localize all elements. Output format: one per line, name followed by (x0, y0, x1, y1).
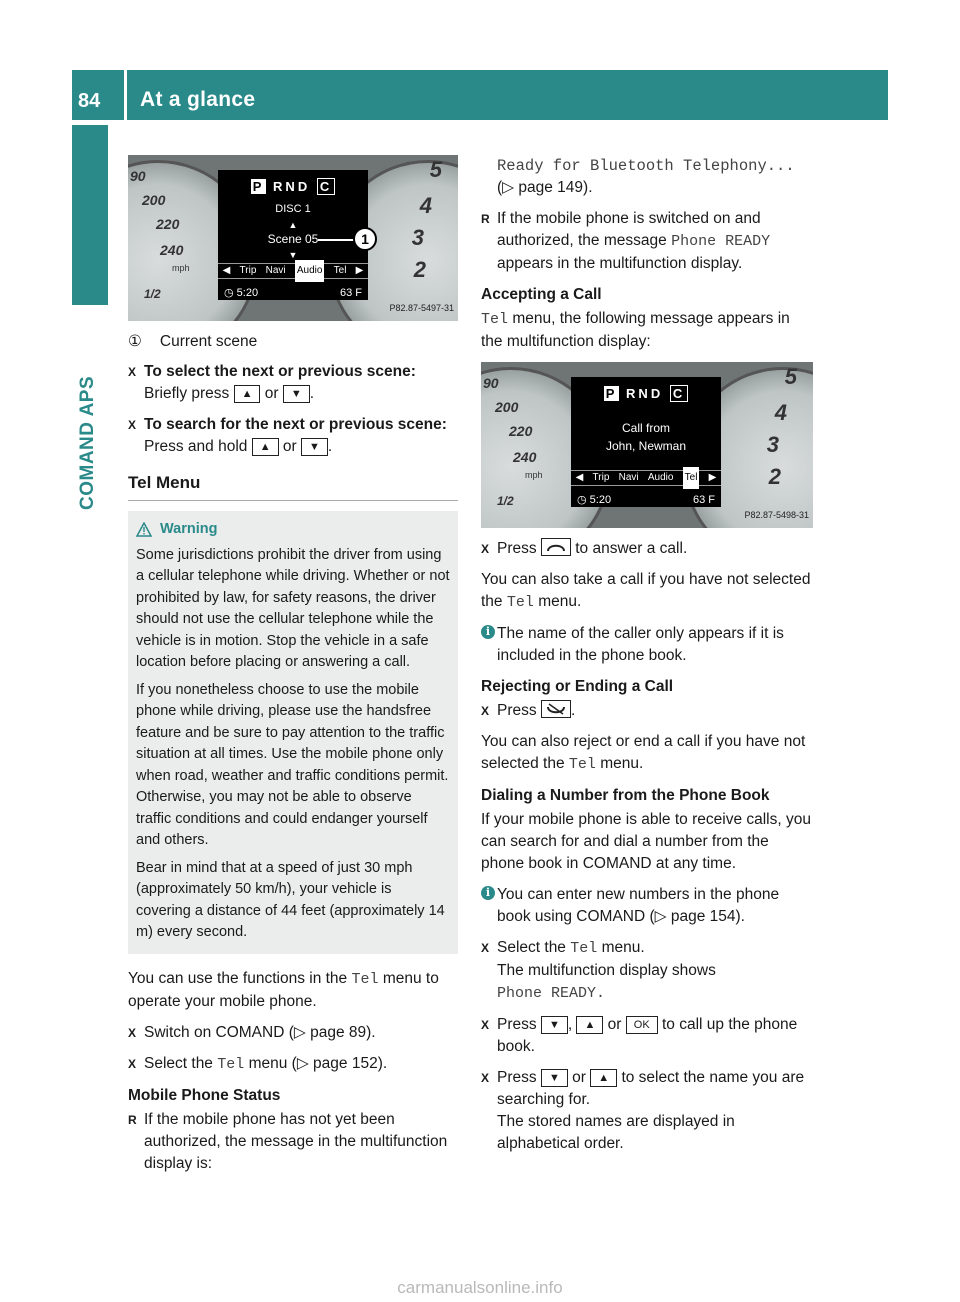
gear-indicator: P RND C (218, 176, 368, 198)
warning-paragraph: Bear in mind that at a speed of just 30 mph (approximately 50 km/h), your vehicle is covering a distance of 44 feet (approximately 14 m) every second. (136, 859, 445, 940)
gauge-label: 200 (495, 399, 519, 415)
gauge-label: 4 (774, 400, 787, 425)
display-status (577, 489, 715, 511)
display-line-2: Scene 05 (267, 232, 319, 246)
gauge-label: 5 (429, 157, 442, 182)
page-number: 84 (78, 90, 101, 112)
menu-tel: Tel (333, 265, 347, 276)
page-title: At a glance (140, 88, 256, 111)
callout-1-icon: ① (128, 333, 142, 350)
arrow-right-icon: ▶ (708, 472, 717, 483)
step-select-tel-menu: X Select the Tel menu. The multifunction display shows Phone READY. (481, 937, 813, 1005)
clock-icon: ◷ (577, 494, 587, 506)
also-reject-paragraph: You can also reject or end a call if you have not selected the Tel menu. (481, 733, 806, 773)
subheading-phone-status: Mobile Phone Status (128, 1086, 281, 1104)
info-icon: i (481, 625, 495, 639)
dial-paragraph: If your mobile phone is able to receive calls, you can search for and dial a number from the phone book in COMAND at any time. (481, 811, 811, 872)
step-switch-on: X Switch on COMAND (▷ page 89). (128, 1022, 458, 1044)
legend-label: Current scene (159, 333, 258, 350)
subheading-dialing: Dialing a Number from the Phone Book (481, 787, 770, 804)
gauge-label: 240 (160, 242, 184, 258)
display-line-1: DISC 1 (275, 203, 311, 215)
menu-audio: Audio (647, 472, 674, 483)
ready-message: Ready for Bluetooth Telephony... (▷ page 149). (497, 157, 795, 196)
bullet-not-authorized: R If the mobile phone has not yet been authorized, the message in the multifunction display is: (128, 1109, 458, 1175)
also-take-paragraph: You can also take a call if you have not selected the Tel menu. (481, 571, 811, 611)
clock-icon: ◷ (224, 287, 234, 299)
display-menu-bar (218, 263, 368, 279)
menu-navi: Navi (265, 265, 286, 276)
phone-answer-icon (541, 538, 571, 556)
header-separator (124, 70, 127, 120)
menu-navi: Navi (618, 472, 639, 483)
section-title-tel-menu: Tel Menu (128, 472, 458, 501)
gauge-label: 2 (413, 257, 426, 282)
step-select-name: X Press ▼ or ▲ to select the name you are searching for. The stored names are displayed in alphabetical order. (481, 1067, 813, 1155)
gauge-label: 220 (509, 423, 533, 439)
gauge-label: 90 (483, 375, 499, 391)
display-line-2: John, Newman (605, 439, 687, 453)
figure-legend (128, 331, 458, 353)
up-key-icon: ▲ (590, 1069, 617, 1087)
menu-audio: Audio (295, 260, 325, 282)
gauge-label: 220 (156, 216, 180, 232)
subheading-accepting: Accepting a Call (481, 286, 602, 303)
callout-line (318, 239, 354, 241)
gauge-unit: mph (172, 263, 190, 273)
clock: ◷ 5:20 (577, 494, 612, 506)
right-column (481, 155, 813, 1164)
info-caller-name: i The name of the caller only appears if it is included in the phone book. (481, 623, 813, 667)
info-new-numbers: i You can enter new numbers in the phone book using COMAND (▷ page 154). (481, 884, 813, 928)
figure-call (481, 362, 813, 528)
gauge-label: 240 (513, 449, 537, 465)
fuel-label: 1/2 (144, 287, 161, 301)
gauge-label: 3 (411, 225, 424, 250)
display-status (224, 282, 362, 304)
up-key-icon: ▲ (576, 1016, 603, 1034)
side-tab-block (72, 125, 108, 305)
watermark: carmanualsonline.info (397, 1278, 563, 1297)
down-key-icon: ▼ (541, 1016, 568, 1034)
gauge-label: 5 (784, 364, 797, 389)
left-column (128, 155, 458, 1184)
accept-paragraph: Tel menu, the following message appears in the multifunction display: (481, 310, 790, 350)
warning-title: Warning (136, 519, 450, 541)
down-key-icon: ▼ (541, 1069, 568, 1087)
warning-icon (136, 522, 152, 537)
arrow-left-icon: ◀ (222, 265, 231, 276)
menu-trip: Trip (592, 472, 610, 483)
up-key-icon: ▲ (252, 438, 279, 456)
step-call-up-phonebook: X Press ▼ , ▲ or OK to call up the phone book. (481, 1014, 813, 1058)
gauge-label: 90 (130, 168, 146, 184)
arrow-left-icon: ◀ (575, 472, 584, 483)
figure-code: P82.87-5498-31 (744, 510, 809, 520)
warning-paragraph: If you nonetheless choose to use the mobile phone while driving, please use the handsfree feature and be sure to pay attention to the traffic situation at all times. Use the mobile phone only when road, weather and traffic conditions permit. Otherwise, you may not be able to observe traffic conditions and could endanger yourself and others. (136, 681, 449, 848)
multifunction-display (218, 170, 368, 300)
arrow-right-icon: ▶ (355, 265, 364, 276)
ok-key-icon: OK (626, 1016, 658, 1034)
down-key-icon: ▼ (301, 438, 328, 456)
gauge-label: 2 (768, 464, 781, 489)
clock: ◷ 5:20 (224, 287, 259, 299)
warning-paragraph: Some jurisdictions prohibit the driver from using a cellular telephone while driving. Whether or not prohibited by law, for safety reasons, the driver should not use the cellular telephone while the vehicle is in motion. Stop the vehicle in a safe location before placing or answering a call. (136, 546, 450, 670)
arrow-up-icon: ▲ (288, 220, 298, 230)
step-select-tel: X Select the Tel menu (▷ page 152). (128, 1053, 458, 1076)
step-search-scene: X To search for the next or previous scene: Press and hold ▲ or ▼ . (128, 414, 458, 458)
callout-1: 1 (353, 227, 377, 251)
up-key-icon: ▲ (234, 385, 261, 403)
gauge-label: 4 (419, 193, 432, 218)
warning-box (128, 511, 458, 954)
bullet-authorized: R If the mobile phone is switched on and authorized, the message Phone READY appears in the multifunction display. (481, 208, 813, 275)
display-menu-bar (571, 470, 721, 486)
figure-code: P82.87-5497-31 (389, 303, 454, 313)
gear-indicator: P RND C (571, 383, 721, 405)
menu-tel: Tel (683, 467, 700, 489)
multifunction-display (571, 377, 721, 507)
fuel-label: 1/2 (497, 494, 514, 508)
temperature: 63 F (339, 287, 362, 299)
gauge-label: 200 (142, 192, 166, 208)
step-reject: X Press . (481, 700, 813, 722)
menu-trip: Trip (239, 265, 257, 276)
arrow-down-icon: ▼ (288, 250, 298, 260)
gauge-unit: mph (525, 470, 543, 480)
temperature: 63 F (692, 494, 715, 506)
side-label (72, 310, 108, 510)
step-select-scene: X To select the next or previous scene: Briefly press ▲ or ▼ . (128, 361, 458, 405)
phone-hangup-icon (541, 700, 571, 718)
display-line-1: Call from (621, 421, 670, 435)
info-icon: i (481, 886, 495, 900)
figure-scene (128, 155, 458, 321)
step-answer: X Press to answer a call. (481, 538, 813, 560)
subheading-rejecting: Rejecting or Ending a Call (481, 678, 674, 695)
side-label-text: COMAND APS (77, 375, 98, 510)
gauge-label: 3 (766, 432, 779, 457)
down-key-icon: ▼ (283, 385, 310, 403)
intro-paragraph: You can use the functions in the Tel menu to operate your mobile phone. (128, 969, 439, 1010)
